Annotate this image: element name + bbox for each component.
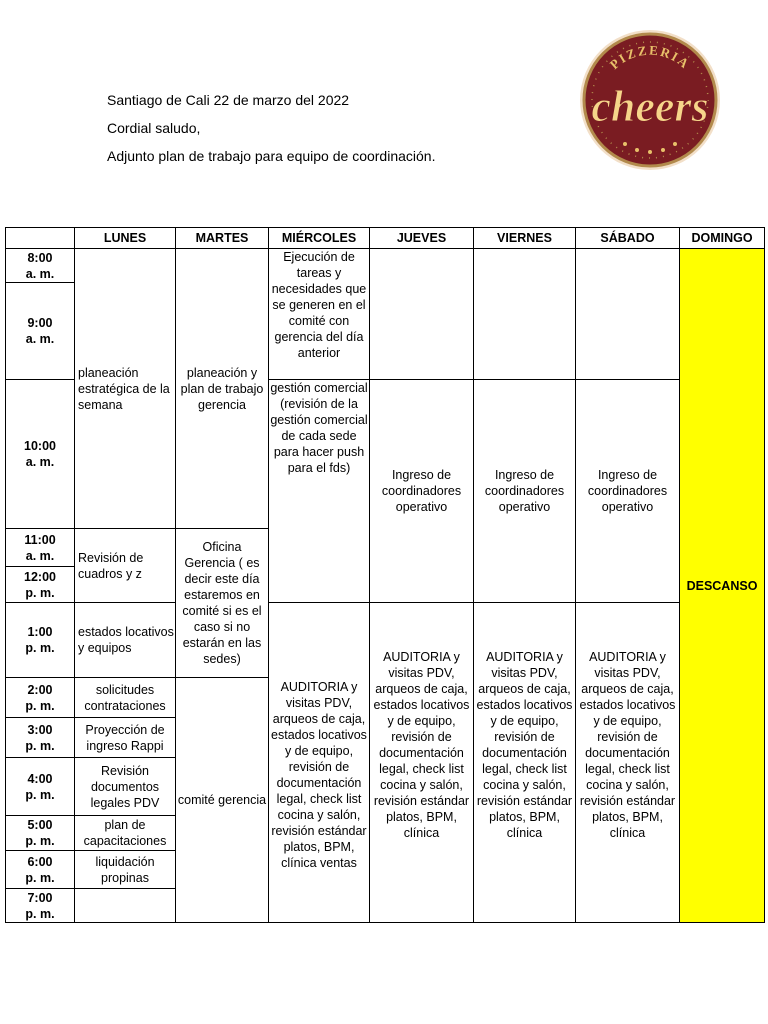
miercoles-ejecucion: Ejecución de tareas y necesidades que se generen en el comité con gerencia del día anterior bbox=[269, 249, 370, 380]
svg-text:cheers: cheers bbox=[591, 82, 709, 131]
header-domingo: DOMINGO bbox=[680, 228, 765, 249]
lunes-documentos: Revisión documentos legales PDV bbox=[75, 758, 176, 816]
time-1pm: 1:00 p. m. bbox=[6, 603, 75, 678]
header-viernes: VIERNES bbox=[474, 228, 576, 249]
header-lunes: LUNES bbox=[75, 228, 176, 249]
viernes-empty-morning bbox=[474, 249, 576, 380]
sabado-auditoria: AUDITORIA y visitas PDV, arqueos de caja, estados locativos y de equipo, revisión de documentación legal, check list cocina y salón, revisión estándar platos, BPM, clínica bbox=[576, 603, 680, 923]
time-7pm: 7:00 p. m. bbox=[6, 889, 75, 923]
table-row bbox=[6, 249, 765, 283]
header-corner bbox=[6, 228, 75, 249]
time-4pm: 4:00 p. m. bbox=[6, 758, 75, 816]
time-8am: 8:00 a. m. bbox=[6, 249, 75, 283]
lunes-capacitaciones: plan de capacitaciones bbox=[75, 816, 176, 851]
miercoles-auditoria: AUDITORIA y visitas PDV, arqueos de caja, estados locativos y de equipo, revisión de documentación legal, check list cocina y salón, revisión estándar platos, BPM, clínica ventas bbox=[269, 603, 370, 923]
svg-text:PIZZERIA: PIZZERIA bbox=[606, 42, 694, 73]
lunes-rappi: Proyección de ingreso Rappi bbox=[75, 718, 176, 758]
viernes-auditoria: AUDITORIA y visitas PDV, arqueos de caja, estados locativos y de equipo, revisión de documentación legal, check list cocina y salón, revisión estándar platos, BPM, clínica bbox=[474, 603, 576, 923]
time-2pm: 2:00 p. m. bbox=[6, 678, 75, 718]
lunes-solicitudes: solicitudes contrataciones bbox=[75, 678, 176, 718]
sabado-empty-morning bbox=[576, 249, 680, 380]
letter-intro: Adjunto plan de trabajo para equipo de coordinación. bbox=[107, 148, 436, 164]
viernes-ingreso: Ingreso de coordinadores operativo bbox=[474, 380, 576, 603]
jueves-auditoria: AUDITORIA y visitas PDV, arqueos de caja, estados locativos y de equipo, revisión de documentación legal, check list cocina y salón, revisión estándar platos, BPM, clínica bbox=[370, 603, 474, 923]
time-12pm: 12:00 p. m. bbox=[6, 567, 75, 603]
time-11am: 11:00 a. m. bbox=[6, 529, 75, 567]
lunes-revision-cuadros: Revisión de cuadros y z bbox=[75, 529, 176, 603]
lunes-propinas: liquidación propinas bbox=[75, 851, 176, 889]
martes-oficina-gerencia: Oficina Gerencia ( es decir este día estaremos en comité si es el caso si no estarán en las sedes) bbox=[176, 529, 269, 678]
domingo-descanso: DESCANSO bbox=[680, 249, 765, 923]
sabado-ingreso: Ingreso de coordinadores operativo bbox=[576, 380, 680, 603]
miercoles-gestion-comercial: gestión comercial (revisión de la gestión comercial de cada sede para hacer push para el fds) bbox=[269, 380, 370, 603]
time-9am: 9:00 a. m. bbox=[6, 283, 75, 380]
header-row bbox=[6, 228, 765, 249]
lunes-estados: estados locativos y equipos bbox=[75, 603, 176, 678]
time-5pm: 5:00 p. m. bbox=[6, 816, 75, 851]
table-row bbox=[6, 603, 765, 678]
martes-planeacion: planeación y plan de trabajo gerencia bbox=[176, 249, 269, 529]
time-3pm: 3:00 p. m. bbox=[6, 718, 75, 758]
martes-comite: comité gerencia bbox=[176, 678, 269, 923]
time-10am: 10:00 a. m. bbox=[6, 380, 75, 529]
header-sabado: SÁBADO bbox=[576, 228, 680, 249]
letter-date: Santiago de Cali 22 de marzo del 2022 bbox=[107, 92, 350, 108]
jueves-ingreso: Ingreso de coordinadores operativo bbox=[370, 380, 474, 603]
header-miercoles: MIÉRCOLES bbox=[269, 228, 370, 249]
jueves-empty-morning bbox=[370, 249, 474, 380]
header-martes: MARTES bbox=[176, 228, 269, 249]
header-jueves: JUEVES bbox=[370, 228, 474, 249]
schedule-table bbox=[5, 227, 765, 923]
letter-greeting: Cordial saludo, bbox=[107, 120, 201, 136]
time-6pm: 6:00 p. m. bbox=[6, 851, 75, 889]
lunes-planeacion: planeación estratégica de la semana bbox=[75, 249, 176, 529]
pizzeria-cheers-logo bbox=[565, 26, 735, 174]
lunes-empty-evening bbox=[75, 889, 176, 923]
